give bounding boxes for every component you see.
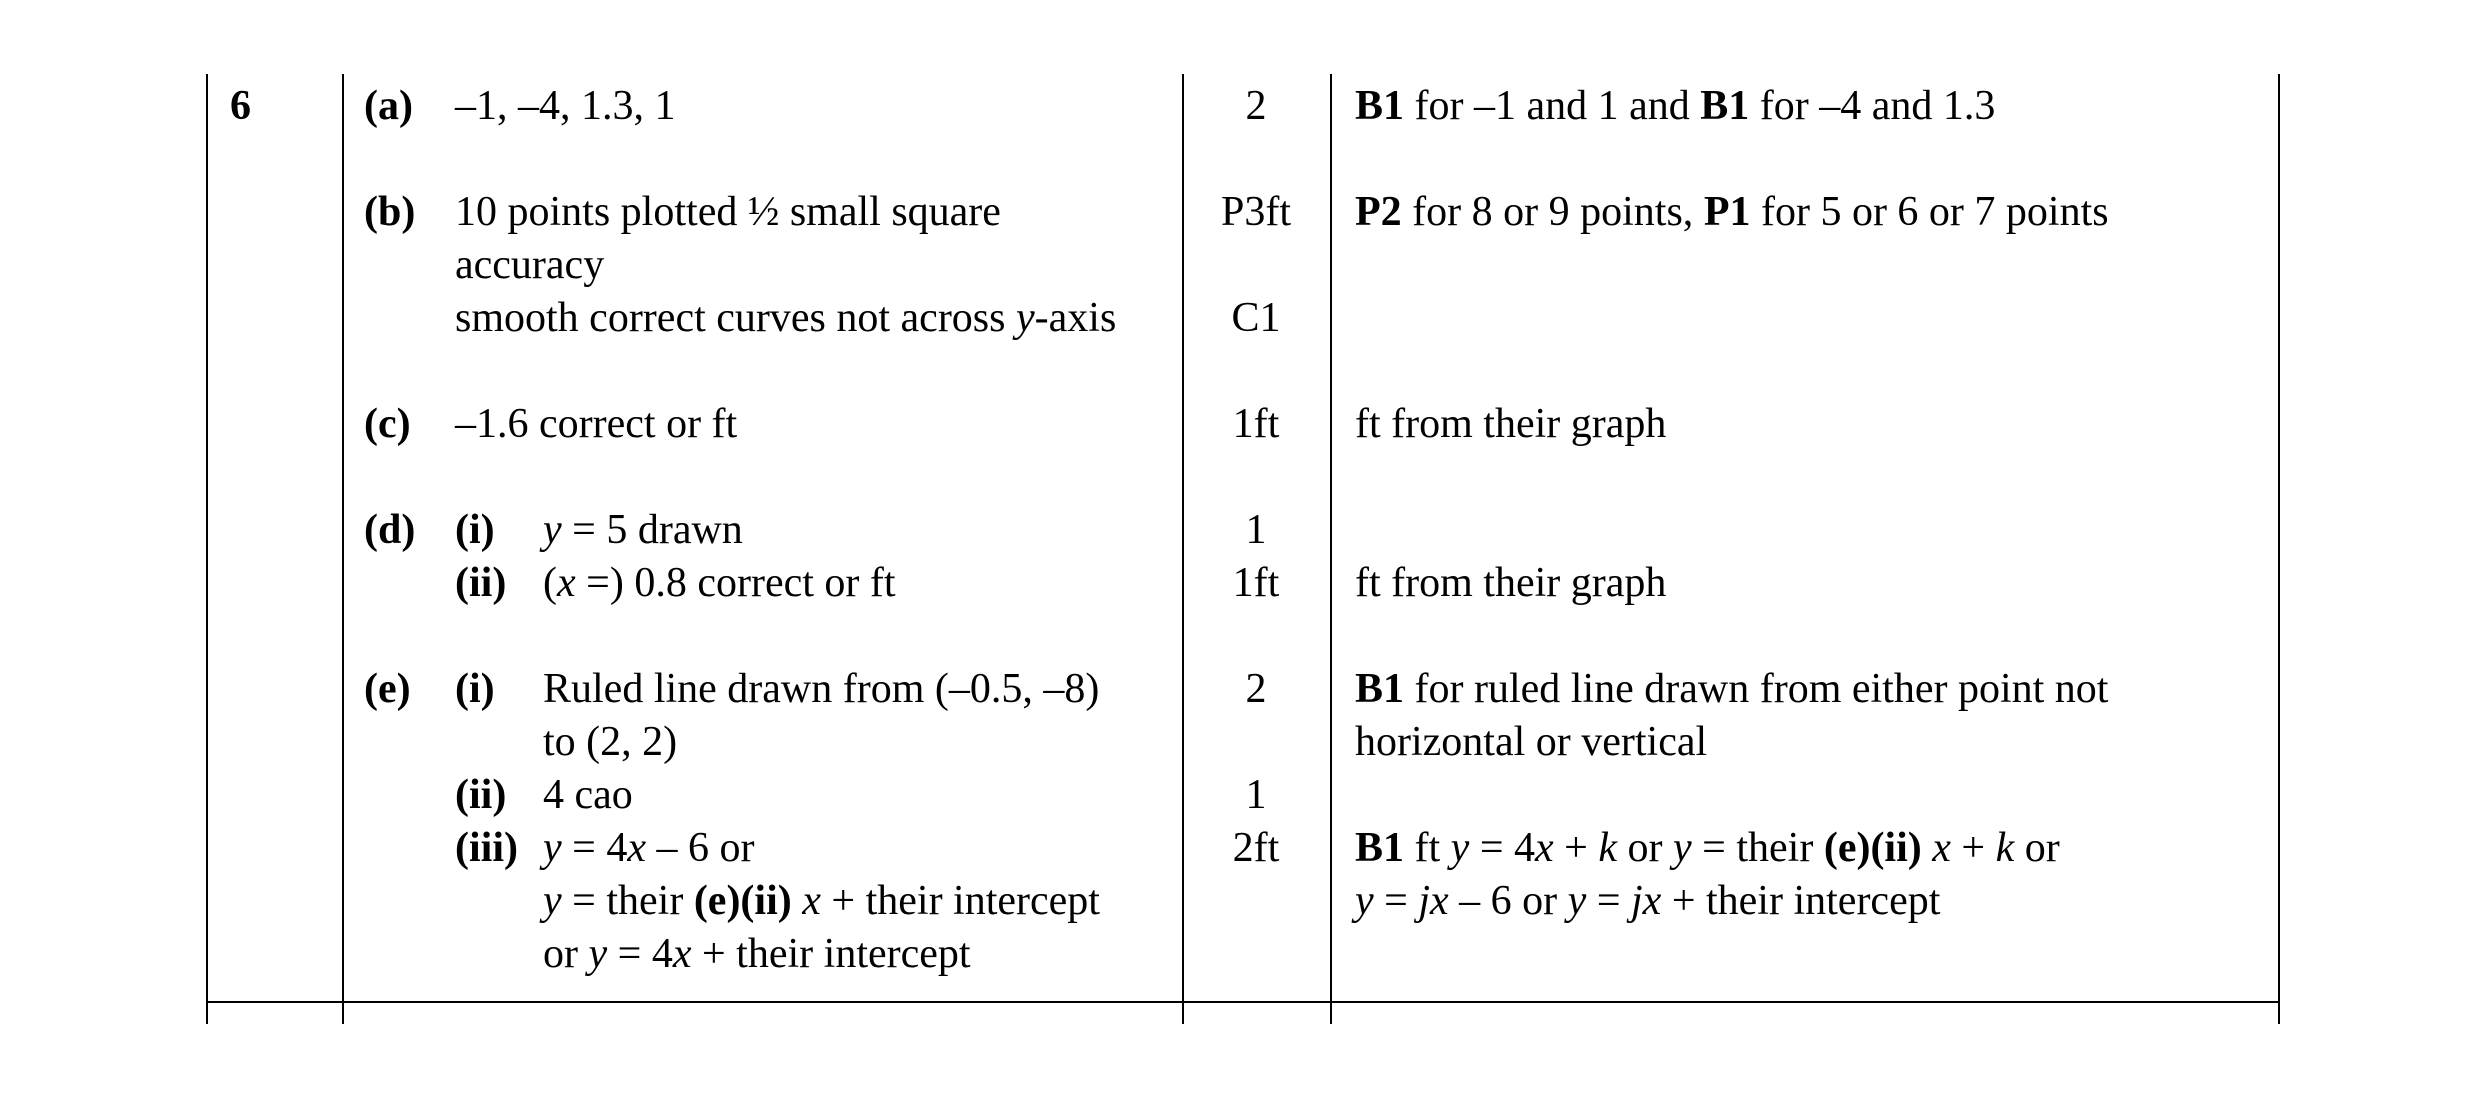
- answer-variable: y: [588, 931, 608, 977]
- part-e-i-answer-line1: Ruled line drawn from (–0.5, –8): [543, 666, 1100, 712]
- table-border-mark-col: [1330, 74, 1332, 1024]
- table-border-question-col: [342, 74, 344, 1024]
- part-d-ii-answer: [543, 557, 896, 610]
- notes-variable: y: [1673, 825, 1692, 871]
- answer-variable: x: [627, 825, 646, 871]
- notes-text: for 8 or 9 points,: [1401, 189, 1704, 235]
- part-e-iii-mark: 2ft: [1232, 825, 1280, 871]
- notes-text: for 5 or 6 or 7 points: [1750, 189, 2109, 235]
- notes-variable: y: [1450, 825, 1470, 871]
- part-d-ii-mark: 1ft: [1232, 560, 1280, 606]
- notes-b1-marker: B1: [1355, 666, 1405, 712]
- answer-part-reference: (e)(ii): [693, 878, 792, 924]
- part-a-notes: [1355, 80, 1995, 133]
- answer-text: =) 0.8 correct or ft: [575, 560, 896, 606]
- notes-text: or: [1617, 825, 1674, 871]
- part-a-answer: –1, –4, 1.3, 1: [455, 83, 676, 129]
- part-a-label: (a): [364, 83, 413, 129]
- notes-text: +: [1553, 825, 1599, 871]
- notes-text: =: [1373, 878, 1419, 924]
- notes-text: =: [1586, 878, 1631, 924]
- notes-variable: jx: [1418, 878, 1449, 924]
- answer-text: (: [543, 560, 557, 606]
- notes-text: +: [1950, 825, 1996, 871]
- answer-text: + their intercept: [691, 931, 971, 977]
- part-b-mark-1: P3ft: [1220, 189, 1291, 235]
- part-e-i-answer-line2: to (2, 2): [543, 719, 678, 765]
- part-c-answer: –1.6 correct or ft: [455, 401, 738, 447]
- answer-text: + their intercept: [820, 878, 1100, 924]
- answer-text: -axis: [1034, 295, 1117, 341]
- answer-variable: x: [672, 931, 692, 977]
- answer-text: [792, 878, 803, 924]
- answer-text: = their: [561, 878, 694, 924]
- notes-p1-marker: P1: [1703, 189, 1751, 235]
- table-border-answer-col: [1182, 74, 1184, 1024]
- part-b-answer-line3: [455, 292, 1116, 345]
- notes-variable: x: [1932, 825, 1951, 871]
- notes-b1-marker: B1: [1700, 83, 1750, 129]
- notes-text: + their intercept: [1661, 878, 1941, 924]
- part-b-label: (b): [364, 189, 416, 235]
- part-d-label: (d): [364, 507, 416, 553]
- part-e-ii-answer: 4 cao: [543, 772, 633, 818]
- part-b-mark-2: C1: [1231, 295, 1281, 341]
- answer-text: = 4: [607, 931, 673, 977]
- part-b-answer-line2: accuracy: [455, 242, 605, 288]
- notes-b1-marker: B1: [1355, 825, 1405, 871]
- part-e-i-notes-line2: horizontal or vertical: [1355, 719, 1708, 765]
- part-e-iii-answer-line2: [543, 875, 1100, 928]
- part-e-iii-answer-line3: [543, 928, 971, 981]
- part-e-iii-answer-line1: [543, 822, 755, 875]
- notes-text: ft: [1404, 825, 1451, 871]
- notes-p2-marker: P2: [1355, 189, 1402, 235]
- part-e-ii-label: (ii): [455, 772, 507, 818]
- part-e-iii-label: (iii): [455, 825, 518, 871]
- notes-b1-marker: B1: [1355, 83, 1405, 129]
- notes-variable: y: [1355, 878, 1374, 924]
- answer-variable: y: [543, 825, 562, 871]
- notes-text: [1922, 825, 1933, 871]
- notes-text: for –4 and 1.3: [1749, 83, 1996, 129]
- part-e-iii-notes-line2: [1355, 875, 1940, 928]
- part-d-ii-label: (ii): [455, 560, 507, 606]
- notes-text: = their: [1691, 825, 1824, 871]
- notes-text: for ruled line drawn from either point not: [1404, 666, 2109, 712]
- notes-variable: y: [1567, 878, 1587, 924]
- part-c-label: (c): [364, 401, 411, 447]
- notes-text: or: [2014, 825, 2060, 871]
- part-e-i-label: (i): [455, 666, 495, 712]
- table-border-left: [206, 74, 208, 1024]
- part-d-ii-notes: ft from their graph: [1355, 560, 1667, 606]
- part-a-mark: 2: [1245, 83, 1267, 129]
- part-d-i-answer: [543, 504, 743, 557]
- answer-variable: x: [802, 878, 821, 924]
- answer-text: – 6 or: [646, 825, 755, 871]
- answer-text: smooth correct curves not across: [455, 295, 1016, 341]
- part-d-i-mark: 1: [1245, 507, 1267, 553]
- part-e-ii-mark: 1: [1245, 772, 1267, 818]
- answer-variable: x: [557, 560, 576, 606]
- table-border-right: [2278, 74, 2280, 1024]
- part-b-answer-line1: 10 points plotted ½ small square: [455, 189, 1001, 235]
- notes-variable: k: [1995, 825, 2015, 871]
- answer-text: = 4: [561, 825, 628, 871]
- notes-part-reference: (e)(ii): [1823, 825, 1922, 871]
- part-b-notes: [1355, 186, 2109, 239]
- notes-text: = 4: [1469, 825, 1536, 871]
- part-e-iii-notes-line1: [1355, 822, 2060, 875]
- part-e-label: (e): [364, 666, 411, 712]
- answer-variable: y: [1016, 295, 1035, 341]
- notes-text: for –1 and 1 and: [1404, 83, 1701, 129]
- answer-text: or: [543, 931, 589, 977]
- answer-variable: y: [543, 878, 562, 924]
- notes-variable: k: [1598, 825, 1618, 871]
- part-c-mark: 1ft: [1232, 401, 1280, 447]
- part-c-notes: ft from their graph: [1355, 401, 1667, 447]
- part-e-i-notes-line1: [1355, 663, 2108, 716]
- notes-text: – 6 or: [1448, 878, 1568, 924]
- part-e-i-mark: 2: [1245, 666, 1267, 712]
- notes-variable: x: [1535, 825, 1554, 871]
- part-d-i-label: (i): [455, 507, 495, 553]
- table-border-bottom: [206, 1001, 2280, 1003]
- notes-variable: jx: [1631, 878, 1662, 924]
- answer-text: = 5 drawn: [561, 507, 743, 553]
- answer-variable: y: [543, 507, 562, 553]
- question-number: 6: [230, 83, 251, 129]
